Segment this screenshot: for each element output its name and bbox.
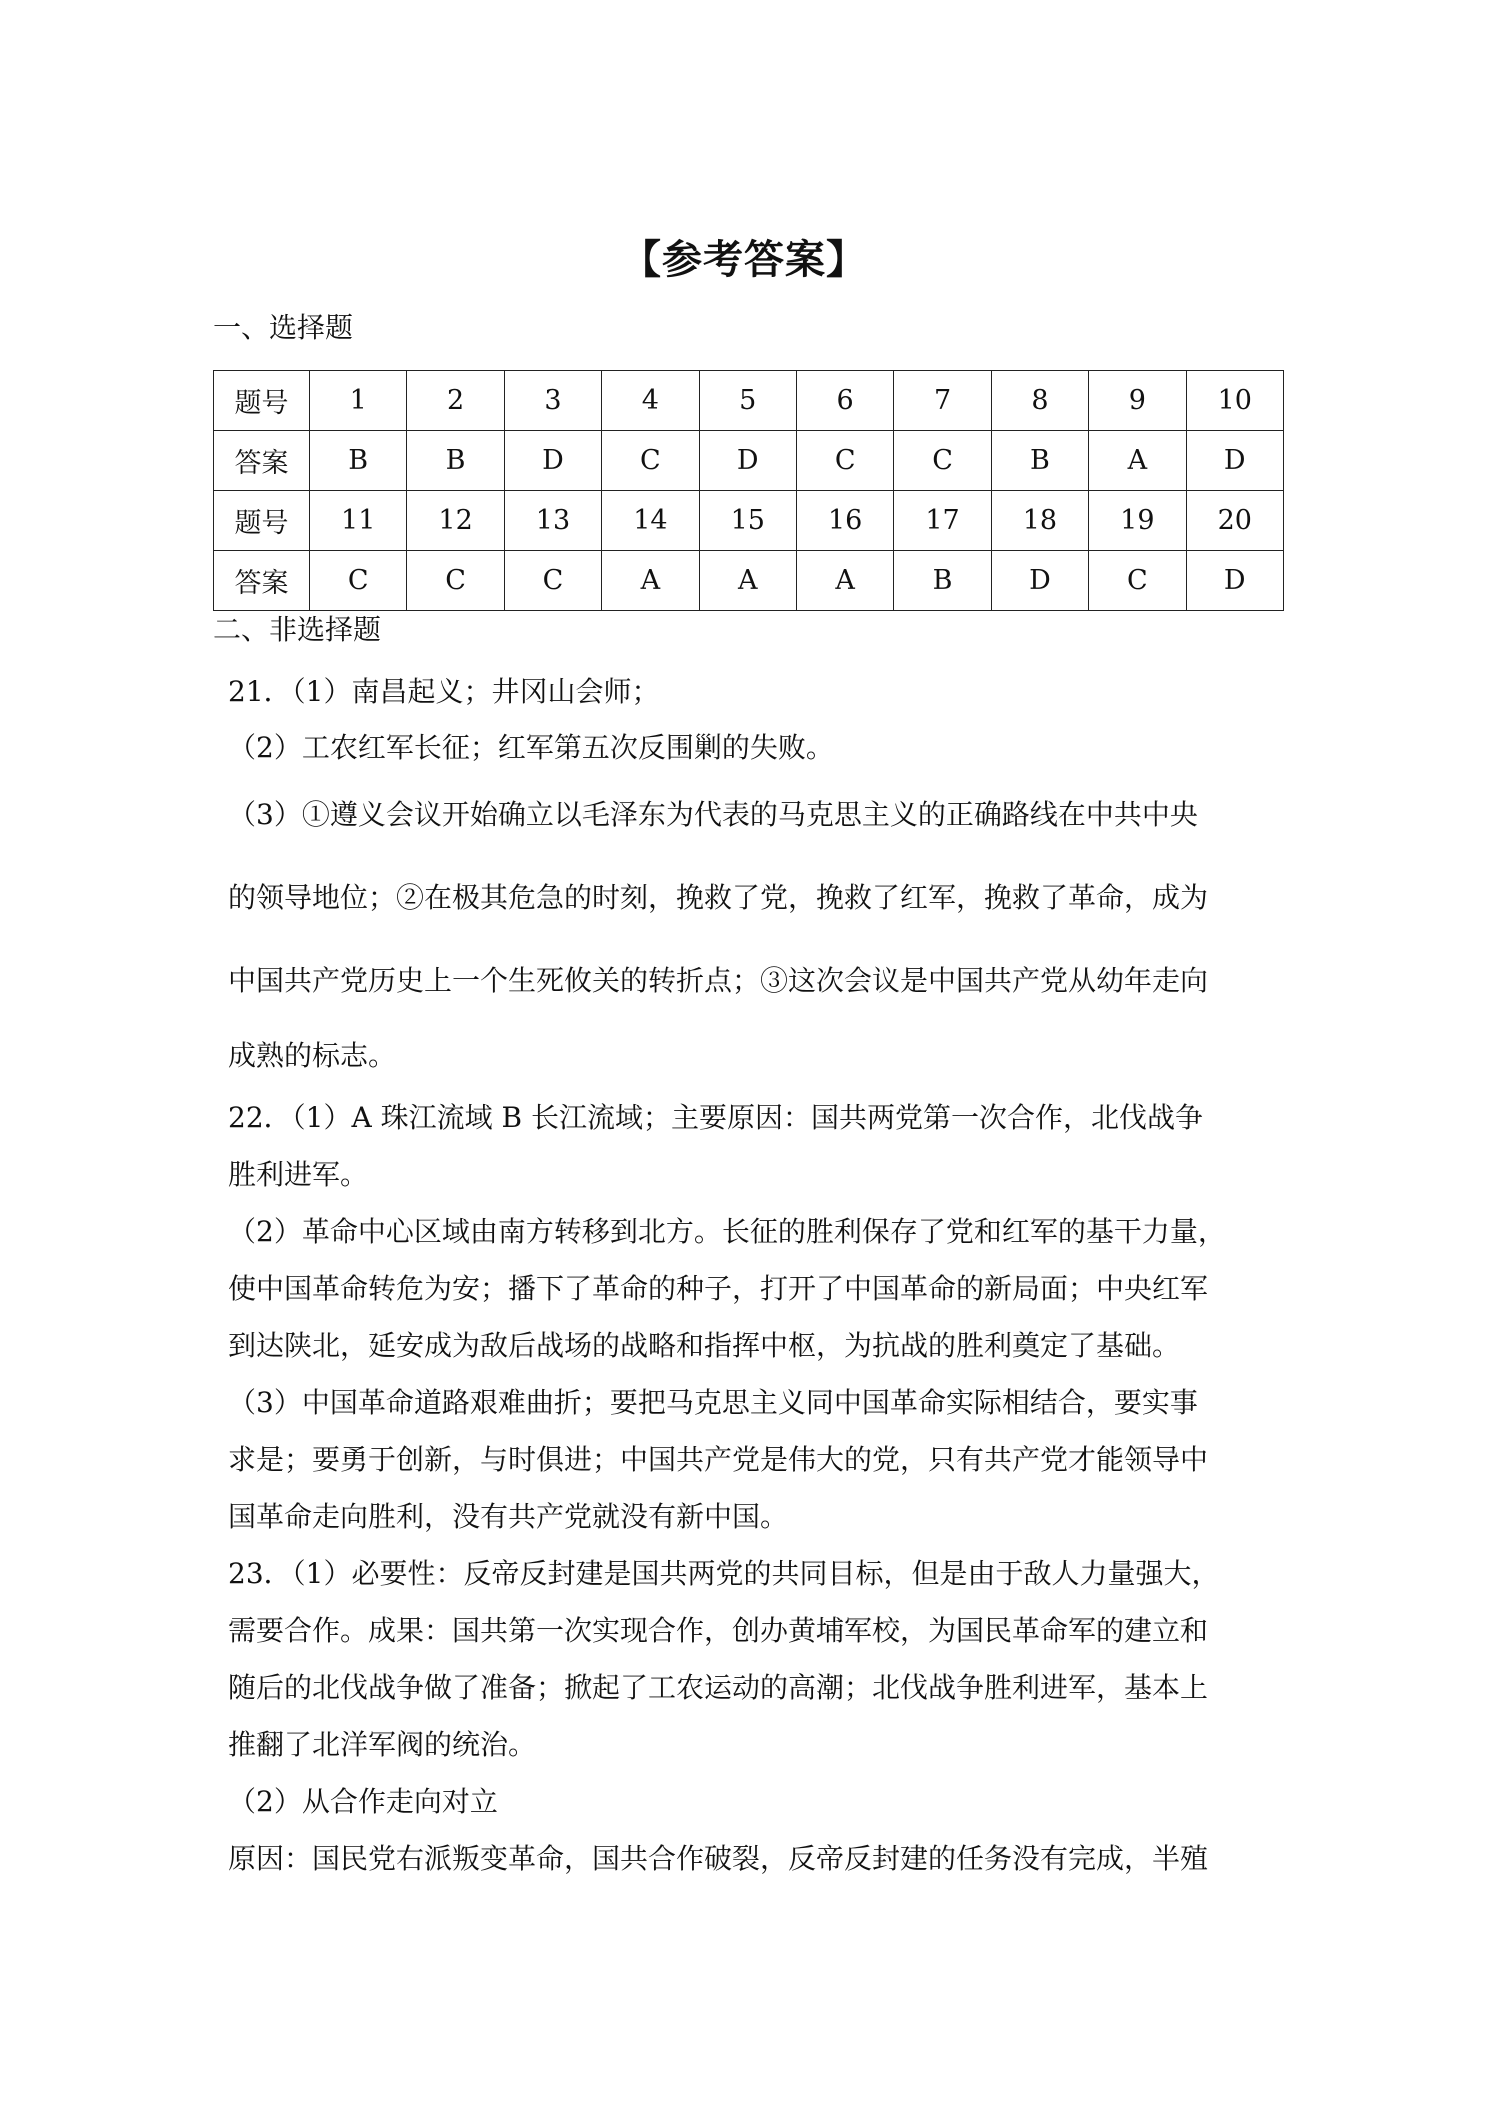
table-cell: 6 [796,371,893,431]
table-cell: C [1089,551,1186,611]
answer-line-22-3b: 求是；要勇于创新，与时俱进；中国共产党是伟大的党，只有共产党才能领导中 [228,1443,1209,1476]
answer-line-22-2c: 到达陕北，延安成为敌后战场的战略和指挥中枢，为抗战的胜利奠定了基础。 [228,1329,1181,1362]
table-cell: C [407,551,504,611]
page-title: 【参考答案】 [621,237,867,283]
answer-line-22-1a: 22．（1）A 珠江流域 B 长江流域；主要原因：国共两党第一次合作，北伐战争 [228,1101,1203,1134]
answer-line-23-1a: 23．（1）必要性：反帝反封建是国共两党的共同目标，但是由于敌人力量强大， [228,1557,1220,1590]
table-cell: C [504,551,601,611]
answer-line-21-3b: 的领导地位；②在极其危急的时刻，挽救了党，挽救了红军，挽救了革命，成为 [228,881,1209,914]
answer-line-21-3d: 成熟的标志。 [228,1039,397,1072]
table-cell: 9 [1089,371,1186,431]
table-cell: 11 [310,491,407,551]
answer-line-22-3a: （3）中国革命道路艰难曲折；要把马克思主义同中国革命实际相结合，要实事 [228,1386,1198,1419]
table-cell: D [699,431,796,491]
answer-line-21-3a: （3）①遵义会议开始确立以毛泽东为代表的马克思主义的正确路线在中共中央 [228,798,1198,831]
answer-line-23-2a: （2）从合作走向对立 [228,1785,498,1818]
table-cell: C [894,431,991,491]
table-cell: 8 [991,371,1088,431]
table-cell: 2 [407,371,504,431]
table-cell: 13 [504,491,601,551]
answer-line-21-2: （2）工农红军长征；红军第五次反围剿的失败。 [228,731,834,764]
table-row [214,551,1284,611]
table-row [214,371,1284,431]
answer-line-23-1d: 推翻了北洋军阀的统治。 [228,1728,537,1761]
section-heading-choice: 一、选择题 [213,311,354,344]
section-heading-non-choice: 二、非选择题 [213,613,382,646]
row-label: 题号 [214,371,310,431]
table-cell: 7 [894,371,991,431]
answer-line-21-3c: 中国共产党历史上一个生死攸关的转折点；③这次会议是中国共产党从幼年走向 [228,964,1209,997]
table-cell: 16 [796,491,893,551]
table-cell: C [310,551,407,611]
table-cell: 15 [699,491,796,551]
answer-line-22-3c: 国革命走向胜利，没有共产党就没有新中国。 [228,1500,789,1533]
answer-line-22-2b: 使中国革命转危为安；播下了革命的种子，打开了中国革命的新局面；中央红军 [228,1272,1209,1305]
table-cell: 18 [991,491,1088,551]
row-label: 题号 [214,491,310,551]
table-cell: D [1186,431,1283,491]
table-cell: 5 [699,371,796,431]
table-cell: B [894,551,991,611]
table-cell: 19 [1089,491,1186,551]
table-cell: A [1089,431,1186,491]
table-cell: 10 [1186,371,1283,431]
row-label: 答案 [214,431,310,491]
table-cell: 3 [504,371,601,431]
answer-line-23-2b: 原因：国民党右派叛变革命，国共合作破裂，反帝反封建的任务没有完成，半殖 [228,1842,1209,1875]
table-cell: C [602,431,699,491]
answer-line-23-1c: 随后的北伐战争做了准备；掀起了工农运动的高潮；北伐战争胜利进军，基本上 [228,1671,1209,1704]
table-cell: 1 [310,371,407,431]
table-cell: A [602,551,699,611]
table-row [214,491,1284,551]
table-cell: D [1186,551,1283,611]
table-cell: B [310,431,407,491]
answer-line-22-2a: （2）革命中心区域由南方转移到北方。长征的胜利保存了党和红军的基干力量， [228,1215,1226,1248]
table-cell: D [504,431,601,491]
table-cell: 14 [602,491,699,551]
table-cell: B [991,431,1088,491]
table-cell: C [796,431,893,491]
answer-line-23-1b: 需要合作。成果：国共第一次实现合作，创办黄埔军校，为国民革命军的建立和 [228,1614,1209,1647]
row-label: 答案 [214,551,310,611]
table-cell: B [407,431,504,491]
table-cell: 12 [407,491,504,551]
table-cell: 4 [602,371,699,431]
table-cell: 17 [894,491,991,551]
table-cell: 20 [1186,491,1283,551]
answer-table [213,370,1284,611]
table-cell: A [796,551,893,611]
answer-line-22-1b: 胜利进军。 [228,1158,369,1191]
table-row [214,431,1284,491]
answer-line-21-1: 21．（1）南昌起义；井冈山会师； [228,675,660,708]
table-cell: A [699,551,796,611]
table-cell: D [991,551,1088,611]
